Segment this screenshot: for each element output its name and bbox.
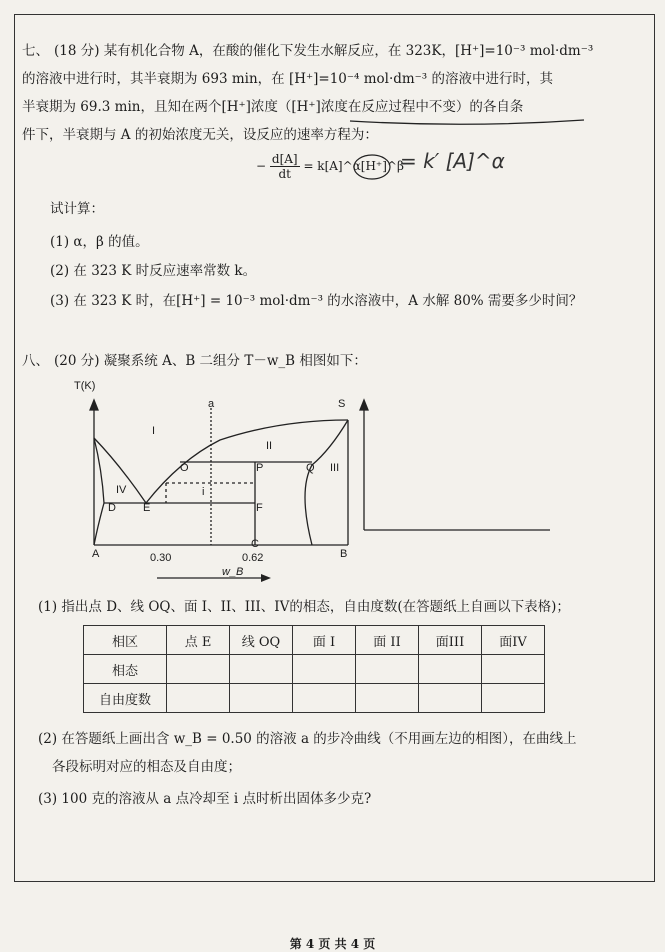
- underline-mark: [348, 112, 588, 128]
- q7-number: 七、: [22, 43, 49, 59]
- table-header-cell: 线 OQ: [230, 626, 293, 655]
- q8-number: 八、: [22, 353, 49, 369]
- point-P: P: [256, 462, 264, 474]
- table-header-cell: 面 II: [356, 626, 419, 655]
- point-O: O: [180, 462, 189, 474]
- state-table: [83, 625, 545, 713]
- q7-line1: (18 分) 某有机化合物 A，在酸的催化下发生水解反应，在 323K，[H⁺]=10⁻³ mol·dm⁻³: [54, 43, 594, 59]
- table-header-cell: 点 E: [167, 626, 230, 655]
- rate-denominator: dt: [278, 167, 291, 181]
- point-A: A: [92, 548, 100, 560]
- y-axis-label: T(K): [74, 380, 96, 392]
- point-F: F: [256, 502, 263, 514]
- tick-062: 0.62: [242, 552, 264, 564]
- q7-line2: 的溶液中进行时，其半衰期为 693 min，在 [H⁺]=10⁻⁴ mol·dm⁻³ 的溶液中进行时，其: [22, 71, 554, 87]
- table-header-cell: 面IV: [482, 626, 545, 655]
- wb-arrow: [155, 572, 275, 584]
- table-header-cell: 相区: [84, 626, 167, 655]
- rate-equation: − $\frac{d[A]}{dt}$ = k[A]^α[H⁺]^β: [256, 152, 404, 181]
- circle-mark: [352, 152, 394, 182]
- point-C: C: [251, 538, 259, 550]
- point-S: S: [338, 398, 346, 410]
- point-B: B: [340, 548, 348, 560]
- table-row-label: 相态: [84, 655, 167, 684]
- region-I: I: [152, 425, 156, 437]
- rate-numerator: d[A]: [271, 152, 298, 166]
- table-row-label: 自由度数: [84, 684, 167, 713]
- q8-sub1: (1) 指出点 D、线 OQ、面 I、II、III、IV的相态，自由度数(在答题纸上自画以下表格)；: [38, 599, 570, 615]
- q8-intro: (20 分) 凝聚系统 A、B 二组分 T－w_B 相图如下：: [54, 353, 367, 369]
- page-footer: 第 4 页 共 4 页: [289, 937, 376, 951]
- arrow-label: w_B: [222, 566, 244, 578]
- point-i: i: [202, 486, 205, 498]
- q8-sub2-line1: (2) 在答题纸上画出含 w_B = 0.50 的溶液 a 的步冷曲线（不用画左边的相图），在曲线上: [38, 731, 577, 747]
- table-header-cell: 面 I: [293, 626, 356, 655]
- phase-diagram: [80, 380, 570, 610]
- point-E: E: [143, 502, 151, 514]
- handwritten-note: = k′ [A]^α: [400, 149, 505, 173]
- point-a: a: [208, 398, 215, 410]
- table-row: [84, 655, 545, 684]
- rate-rhs: = k[A]^α[H⁺]^β: [303, 159, 404, 173]
- point-Q: Q: [306, 462, 315, 474]
- q7-sub2: (2) 在 323 K 时反应速率常数 k。: [50, 263, 257, 279]
- table-row: [84, 684, 545, 713]
- q8-sub2-line2: 各段标明对应的相态及自由度；: [52, 759, 241, 775]
- q7-line4: 件下，半衰期与 A 的初始浓度无关，设反应的速率方程为：: [22, 127, 378, 143]
- table-header-cell: 面III: [419, 626, 482, 655]
- region-III: III: [330, 462, 340, 474]
- q7-sub3: (3) 在 323 K 时，在[H⁺] = 10⁻³ mol·dm⁻³ 的水溶液中，A 水解 80% 需要多少时间？: [50, 293, 583, 309]
- q7-try: 试计算：: [50, 201, 104, 217]
- point-D: D: [108, 502, 116, 514]
- region-II: II: [266, 440, 273, 452]
- table-header-row: [84, 626, 545, 655]
- region-IV: IV: [116, 484, 127, 496]
- q7-line3: 半衰期为 69.3 min，且知在两个[H⁺]浓度（[H⁺]浓度在反应过程中不变）的各自条: [22, 99, 524, 115]
- q8-sub3: (3) 100 克的溶液从 a 点冷却至 i 点时析出固体多少克?: [38, 791, 372, 807]
- q7-sub1: (1) α，β 的值。: [50, 234, 149, 250]
- tick-030: 0.30: [150, 552, 172, 564]
